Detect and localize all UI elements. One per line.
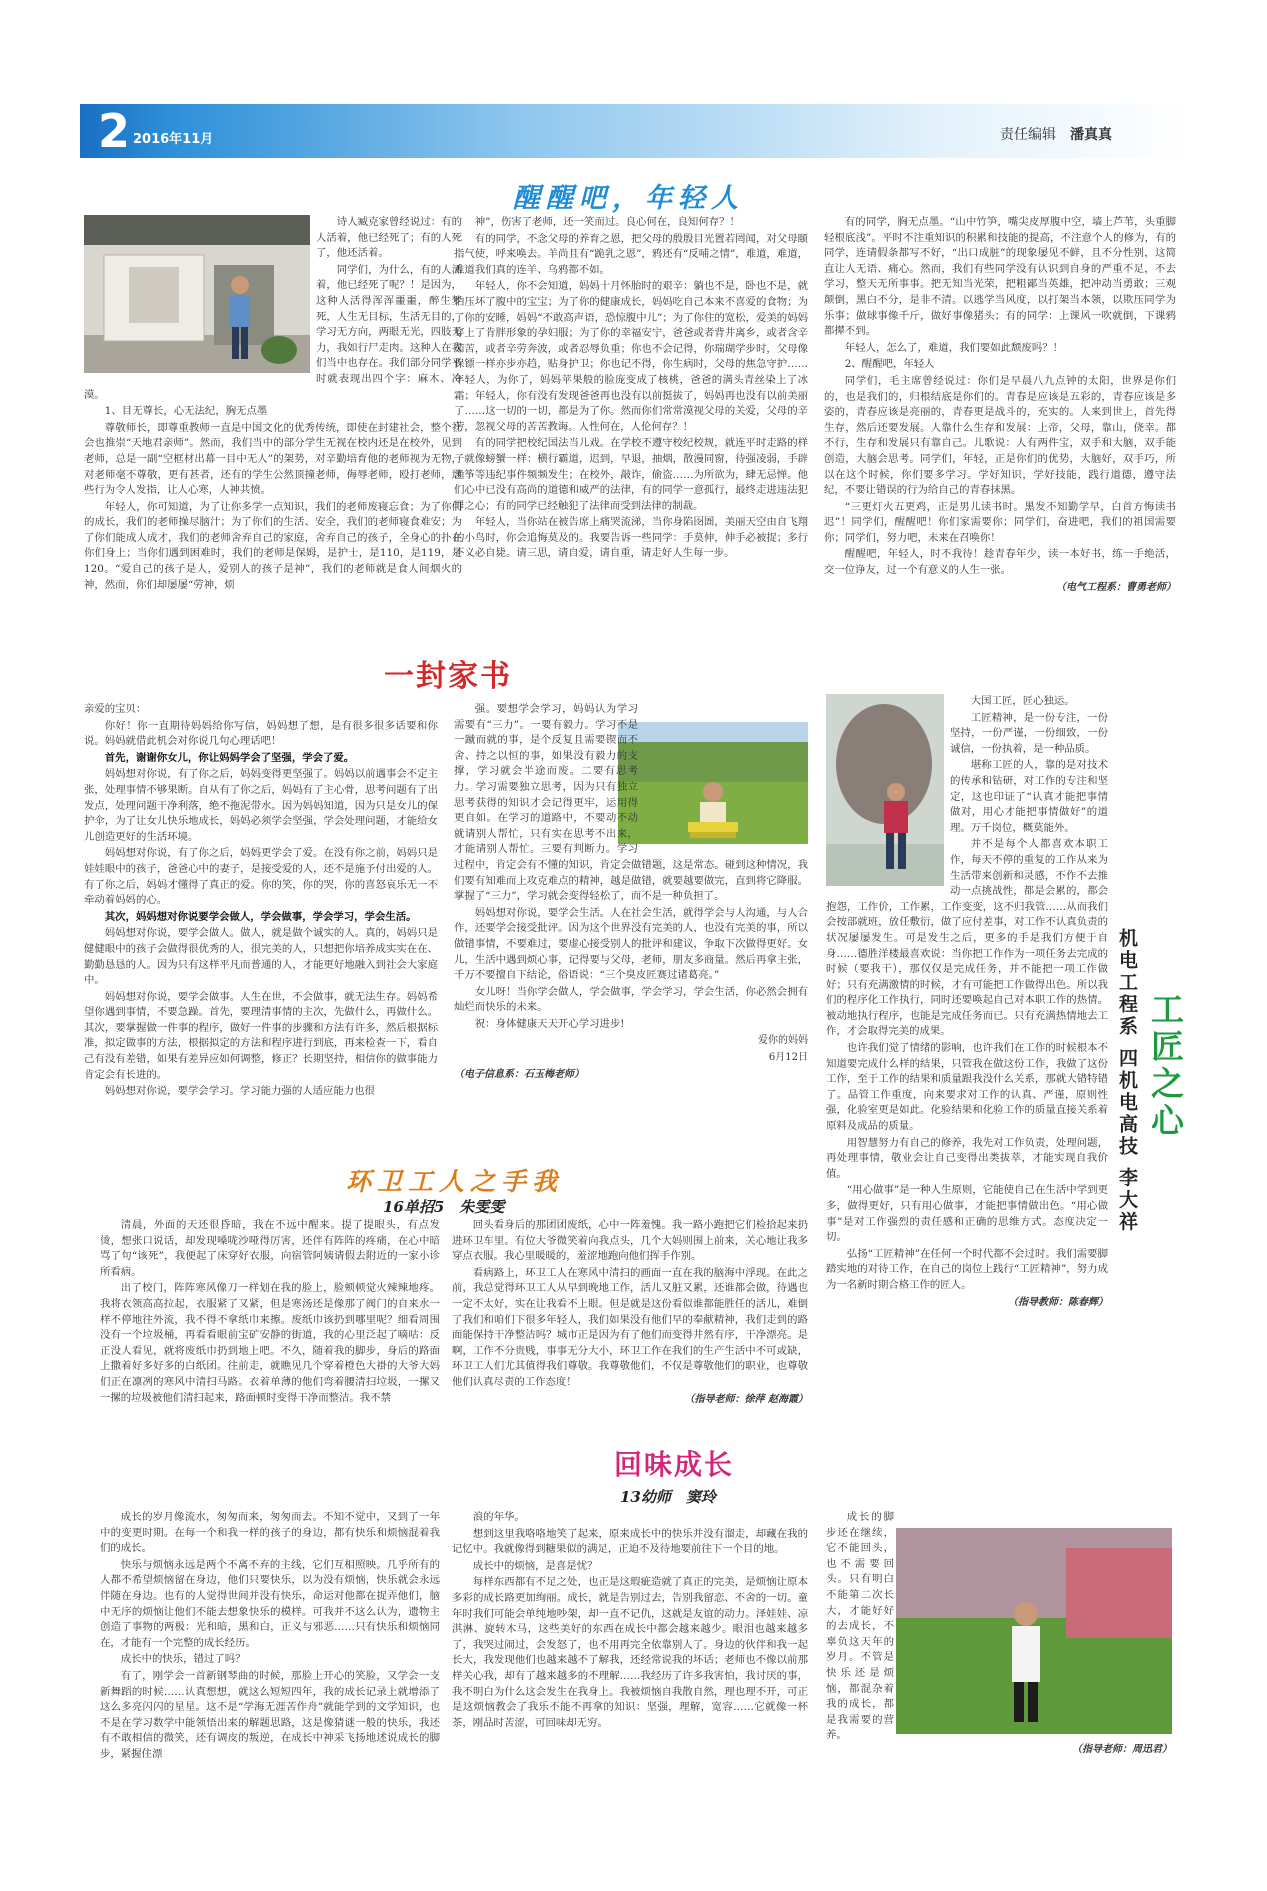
article-a5-signature-box bbox=[896, 1742, 1172, 1762]
article-a1-col1 bbox=[84, 215, 462, 647]
paragraph: 成长的岁月像流水，匆匆而来，匆匆而去。不知不觉中，又到了一年中的变更时期。在每一个和我一样的孩子的身边，都有快乐和烦恼混着我们的成长。 bbox=[100, 1511, 440, 1555]
paragraph: 回头看身后的那团团废纸，心中一阵羞愧。我一路小跑把它们检拾起来扔进环卫车里。有位大爷微笑着向我点头，几个大妈则围上前来，关心地让我多穿点衣服。我心里暖暖的，羞涩地跑向他们挥手作别。 bbox=[452, 1219, 808, 1263]
paragraph: 清晨，外面的天还很昏暗，我在不远中醒来。提了提眼头，有点发烫，想张口说话，却发现嗓咙沙哑得厉害，还伴有阵阵的疼痛，在心中暗骂了句“该死”，我便起了床穿好衣服，向宿管阿姨请假去附近的一家小诊所看病。 bbox=[100, 1219, 440, 1278]
paragraph-highlight: 其次，妈妈想对你说要学会做人，学会做事，学会学习，学会生活。 bbox=[104, 910, 417, 923]
paragraph: 妈妈想对你说，有了你之后，妈妈更学会了爱。在没有你之前，妈妈只是娃娃眼中的孩子，爸爸心中的妻子，是接受爱的人，还不是施予付出爱的人。有了你之后，妈妈才懂得了真正的爱。你的笑，你的哭，你的喜怒哀乐无一不牵动着妈妈的心。 bbox=[84, 847, 438, 907]
article-signature: （指导老师：徐萍 赵海霞） bbox=[684, 1393, 808, 1405]
paragraph: 女儿呀！当你学会做人，学会做事，学会学习，学会生活，你必然会拥有灿烂而快乐的未来。 bbox=[454, 985, 808, 1014]
paragraph: 神”，伤害了老师，还一笑而过。良心何在，良知何存？！ bbox=[474, 216, 740, 228]
issue-date: 2016年11月 bbox=[133, 132, 214, 147]
paragraph: 妈妈想对你说，要学会生活。人在社会生活，就得学会与人沟通，与人合作，还要学会接受批评。因为这个世界没有完美的人，也没有完美的事，所以做错事情，不要难过，要虚心接受别人的批评和建议，争取下次做得更好。女儿，生活中遇到烦心事，记得要与父母，老师，朋友多商量。然后再拿主张，千万不要擅自下结论，俗语说：“三个臭皮匠赛过诸葛亮。” bbox=[454, 906, 808, 982]
paragraph: 妈妈想对你说，要学会学习。学习能力强的人适应能力也很 bbox=[104, 1085, 375, 1098]
paragraph: 成长中的烦恼，是喜是忧？ bbox=[472, 1559, 598, 1572]
paragraph: 看病路上，环卫工人在寒风中清扫的画面一直在我的脑海中浮现。在此之前，我总觉得环卫工人从早到晚地工作，活儿又脏又累，还谁都会做，待遇也一定不太好，实在让我看不上眼。但是就是这份看似谁都能胜任的活儿，难倒了我们和咱们下很多年轻人，我们如果没有他们早的奉献精神，我们走到的路面能保持干净整洁吗？城市正是因为有了他们而变得井然有序，干净漂亮。是啊，工作不分贵贱，事事无分大小，环卫工作在我们的生产生活中不可或缺，环卫工人们尤其值得我们尊敬。我尊敬他们，不仅是尊敬他们的职业，也尊敬他们认真尽责的工作态度！ bbox=[452, 1266, 808, 1388]
paragraph: 强。要想学会学习，妈妈认为学习需要有“三力”。一要有毅力。学习不是一蹴而就的事，是个反复且需要锲而不舍、持之以恒的事，如果没有毅力的支撑，学习就会半途而废。二要有思考力。学习需要独立思考，因为只有独立思考获得的知识才会记得更牢，运用得更自如。在学习的道路中，不要动不动就请别人帮忙，只有实在思考不出来，才能请别人帮忙。三要有判断力。学习过程中，肯定会有不懂的知识，肯定会做错题，这是常态。碰到这种情况，我们要有知难而上攻克难点的精神，越是做错，就要越要做完，直到将它降服。掌握了“三力”，学习就会变得轻松了，而不是一种负担了。 bbox=[454, 703, 808, 903]
article-a2-col1 bbox=[84, 702, 438, 1150]
article-title-vertical: 工匠之心 bbox=[1146, 992, 1185, 1140]
paragraph: “用心做事”是一种人生原则，它能使自己在生活中学到更多，做得更好，只有用心做事，才能把事情做出色。“用心做事”是对工作强烈的责任感和正确的思维方式。态度决定一切。 bbox=[826, 1184, 1108, 1244]
paragraph: 用智慧努力有自己的修养，我先对工作负责，处理问题，再处理事情，敬业会让自己变得出类拔萃，才能实现自我价值。 bbox=[826, 1136, 1108, 1180]
article-signature: （指导教师：陈春辉） bbox=[1008, 1296, 1108, 1308]
article-subtitle: 13幼师 窦玲 bbox=[620, 1488, 716, 1506]
paragraph: 妈妈想对你说，要学会做人。做人，就是做个诚实的人。真的，妈妈只是健健眼中的孩子会做得很优秀的人，很完美的人，只想把你培养成实实在在、勤勤恳恳的人。因为只有这样平凡而普通的人，才能更好地融入到社会大家庭中。 bbox=[84, 927, 438, 987]
article-a5-col2 bbox=[452, 1510, 808, 1872]
article-a1-col3 bbox=[824, 215, 1176, 647]
editor-name: 潘真真 bbox=[1070, 127, 1112, 143]
page-number: 2 bbox=[98, 104, 131, 158]
paragraph: 同学们，毛主席曾经说过：你们是早晨八九点钟的太阳，世界是你们的，也是我们的，归根结底是你们的。青春是应该是五彩的，青春应该是多姿的，青春应该是亮丽的，青春更是战斗的，充实的。人来到世上，首先得生存，然后还要发展。人靠什么生存和发展：上帝，父母，靠山，侥幸。都不行，生存和发展只有靠自己。儿歌说：人有两件宝，双手和大脑，双手能创造，大脑会思考。同学们，年轻，正是你们的优势，大脑好，双手巧，所以在这个时候，你们要多学习。学好知识，学好技能，践行道德，遵守法纪，不要让错误的行为给自己的青春抹黑。 bbox=[824, 374, 1176, 497]
paragraph: 弘扬“工匠精神”在任何一个时代都不会过时。我们需要脚踏实地的对待工作，在自己的岗位上践行“工匠精神”，努力成为一名新时期合格工作的匠人。 bbox=[826, 1247, 1108, 1291]
paragraph: 妈妈想对你说，要学会做事。人生在世，不会做事，就无法生存。妈妈希望你遇到事情，不要急躁。首先，要理清事情的主次，先做什么，再做什么。其次，要掌握做一件事的程序，做好一件事的步骤和方法有许多，然后根据标准，拟定做事的方法，根据拟定的方法和程序进行到底，再来检查一下，看自己有没有差错，如果有差异应如何调整，修正？长期坚持，相信你的做事能力肯定会有长进的。 bbox=[84, 990, 438, 1081]
paragraph: 诗人臧克家曾经说过：有的人活着，他已经死了；有的人死了，他还活着。 bbox=[316, 216, 462, 260]
article-a1-col2 bbox=[454, 215, 808, 647]
article-signature: （电气工程系：曹勇老师） bbox=[1056, 581, 1176, 593]
paragraph: 出了校门，阵阵寒风像刀一样划在我的脸上，脸颊顿觉火辣辣地疼。我将衣领高高拉起，衣服紧了又紧，但是寒汤还是像那了阀门的自来水一样不停地往外流，我不得不拿纸巾来擦。废纸巾该扔到哪里呢？细看周围没有一个垃圾桶，再看看眼前宝矿安静的街道，我的心里泛起了嘀咕：反正没人看见，就将废纸巾扔到地上吧。不久，随着我的脚步，身后的路面上撒着好多好多的白纸团。往前走，就瞧见几个穿着橙色大褂的大爷大妈们正在凛冽的寒风中清扫马路。衣着单薄的他们弯着腰清扫垃圾，一摞又一摞的垃圾被他们清扫起来，路面顿时变得干净而整洁。我不禁 bbox=[100, 1282, 440, 1404]
paragraph: 祝：身体健康天天开心学习进步! bbox=[474, 1017, 625, 1030]
editor-credit bbox=[1000, 124, 1112, 144]
paragraph: 尊敬师长，即尊重教师一直是中国文化的优秀传统，即使在封建社会，整个社会也推崇“天地君亲师”。然而，我们当中的部分学生无视在校内还是在校外，见到老师，总是一副“空框材出幕一目中无人”的架势，对辛勤培育他的老师视为无物，对老师毫不尊敬，更有甚者，还有的学生公然顶撞老师，侮辱老师，殴打老师，这些行为令人发指，让人心寒，人神共愤。 bbox=[84, 421, 462, 497]
paragraph: 年轻人，怎么了，难道，我们要如此颓废吗？！ bbox=[844, 341, 1063, 354]
article-title: 回味成长 bbox=[614, 1448, 735, 1481]
paragraph: 堪称工匠的人，靠的是对技术的传承和钻研，对工作的专注和坚定，这也印证了“认真才能把事情做对，用心才能把事情做好”的道理。万千岗位，概莫能外。 bbox=[950, 759, 1108, 834]
paragraph: 成长中的快乐，错过了吗？ bbox=[120, 1653, 246, 1666]
paragraph: 大国工匠，匠心独运。 bbox=[970, 695, 1075, 707]
paragraph: 同学们，为什么，有的人活着，他已经死了呢？！是因为，这种人活得浑浑噩噩，醉生梦死，人生无目标，生活无目的，学习无方向，两眼无光，四肢无力，我如行尸走肉。这种人在我们当中也存在。我们部分同学平时就表现出四个字：麻木、冷漠。 bbox=[84, 263, 462, 401]
paragraph: 2、醒醒吧，年轻人 bbox=[844, 358, 935, 371]
paragraph: 醒醒吧，年轻人，时不我待！趁青春年少，读一本好书，练一手绝活，交一位诤友，过一个有意义的人生一张。 bbox=[824, 548, 1176, 577]
article-title: 醒醒吧，年轻人 bbox=[513, 183, 744, 214]
paragraph: 有的同学，胸无点墨。“山中竹笋，嘴尖皮厚腹中空，墙上芦苇，头重脚轻根底浅”。平时不注重知识的积累和技能的提高，不注意个人的修为，有的同学，连请假条都写不好，“出口成脏”的现象屡见不鲜，且不分性别，这简直让人无语、痛心。然而，我们有些同学没有认识到自身的严重不足，不去学习，整天无所事事。把无知当光荣，把粗鄙当英雄，把冲动当勇敢；三观颠倒，黑白不分，是非不清。以逃学当风度，以打架当本领，以欺压同学为乐事；做球事像千斤，做好事像猪头；有的同学：上课风一吹就倒，下课鸦都撵不到。 bbox=[824, 216, 1176, 338]
article-a3-col1 bbox=[100, 1218, 440, 1438]
article-a3-col2 bbox=[452, 1218, 808, 1438]
paragraph: 年轻人，你不会知道，妈妈十月怀胎时的艰辛：躺也不是，卧也不是，就怕压坏了腹中的宝宝；为了你的健康成长，妈妈吃自己本来不喜爱的食物；为了你的安睡，妈妈“不敢高声语，恐惊腹中儿”；为了你住的宽松，爱美的妈妈穿上了肯胖形象的孕妇服；为了你的幸福安宁，爸爸或者背井离乡，或者含辛茹苦，或者辛劳奔波，或者忍辱负重；你也不会记得，你瑞瑚学步时，父母像保镖一样亦步亦趋，贴身护卫；你也记不得，你生病时，父母的焦急守护……年轻人，为你了，妈妈苹果般的脸庞变成了核桃，爸爸的满头青丝染上了冰霜；年轻人，你有没有发现爸爸再也没有以前挺拔了，妈妈再也没有以前美丽了……这一切的一切，都是为了你。然而你们常常漠视父母的关爱，父母的辛劳，忽视父母的苦苦教诲。人性何在，人伦何存？！ bbox=[454, 280, 808, 433]
article-signature: （电子信息系：石玉梅老师） bbox=[454, 1068, 584, 1080]
paragraph: 并不是每个人都喜欢本职工作，每天不停的重复的工作从来为生活带来创新和灵感，不作不去推动一点挑战性，都是会累的，都会抱怨，工作价，工作累，工作变变，这不归我管……从而我们会按部就班，放任敷衍，做了应付差事，对工作不认真负责的状况屡屡发生。可是发生之后，更多的手是我们方便于自身……德胜洋楼最喜欢说：当你把工作作为一项任务去完成的时候（要我干），那仅仅是完成任务，并不能把一项工作做好；只有充满激情的时候，才有可能把工作做得出色。所以我们的程序化工作执行，同时还要唤起自己对本职工作的热情。被动地执行程序，也能是完成任务而已。只有充满热情地去工作，才会取得完美的成果。 bbox=[826, 838, 1108, 1038]
paragraph: 年轻人，你可知道，为了让你多学一点知识，我们的老师废寝忘食；为了你们的成长，我们的老师操尽脑汁；为了你们的生活、安全，我们的老师寝食难安；为了你们能成人成才，我们的老师舍弃自己的家庭，舍弃自己的孩子，全身心的扑在你们身上；当你们遇到困难时，我们的老师是保姆，是护士，是110，是119，是120。“爱自己的孩子是人，爱别人的孩子是神”，我们的老师就是食人间烟火的神，然而，你们却屡屡“劳神，烦 bbox=[84, 500, 462, 591]
letter-closing: 爱你的妈妈 bbox=[758, 1035, 808, 1047]
article-subtitle: 16单招5 朱雯雯 bbox=[383, 1198, 505, 1216]
paragraph: 工匠精神，是一份专注，一份坚持，一份严谨，一份细致，一份诚信，一份执着，是一种品质。 bbox=[950, 711, 1108, 755]
paragraph: 成长的脚步还在继续，它不能回头，也不需要回头。只有明白不能第二次长大，才能好好的去成长，不辜负这天年的岁月。不管是快乐还是烦恼，都混杂着我的成长，都是我需要的营养。 bbox=[826, 1511, 894, 1742]
paragraph: 浪的年华。 bbox=[472, 1511, 525, 1523]
paragraph-highlight: 首先，谢谢你女儿，你让妈妈学会了坚强，学会了爱。 bbox=[104, 751, 355, 764]
article-author-vertical: 机电工程系 四机电高技 李大祥 bbox=[1116, 928, 1138, 1234]
article-a5-col3 bbox=[826, 1510, 894, 1872]
paragraph: 有了，刚学会一首新钢琴曲的时候，那脸上开心的笑脸，又学会一支新舞蹈的时候……认真想想，就这么短短四年，我的成长记录上就增添了这么多亮闪闪的星星。这不是“学海无涯苦作舟”就能学到的文学知识，也不是在学习数学中能领悟出来的解题思路，这是像猜谜一般的快乐，我还有不敢相信的微笑，还有调皮的叛逆，在成长中神采飞扬地述说成长的脚步，紧握住漂 bbox=[100, 1669, 440, 1760]
editor-label: 责任编辑 bbox=[1000, 127, 1056, 143]
paragraph: 年轻人，当你站在被告席上痛哭流涕，当你身陷囹圄，美丽天空由自飞翔的小鸟时，你会追悔莫及的。我要告诉一些同学：手莫伸，伸手必被捉；多行不义必自毙。请三思，请自爱，请自重，请走好人生每一步。 bbox=[454, 516, 808, 560]
article-photo-girl-garden bbox=[896, 1528, 1172, 1734]
article-title: 一封家书 bbox=[384, 659, 512, 694]
paragraph: 有的同学把校纪国法当儿戏。在学校不遵守校纪校规，就连平时走路的样子就像螃蟹一样：横行霸道，迟到，早退，抽烟，散漫同窗，待强凌弱，手辟渔筝等违纪事件频频发生；在校外，敲诈，偷盗……为所欲为，肆无忌惮。他们心中已没有高尚的道德和威严的法律，有的同学一意孤行，最终走进违法犯罪之心；有的同学已经触犯了法律而受到法律的制裁。 bbox=[454, 437, 808, 512]
article-a4-col1 bbox=[826, 694, 1108, 1426]
paragraph: 亲爱的宝贝： bbox=[84, 703, 147, 715]
article-a2-col2 bbox=[454, 702, 808, 1142]
paragraph: 快乐与烦恼永远是两个不离不弃的主线，它们互相照映。几乎所有的人都不希望烦恼留在身边，他们只要快乐，以为没有烦恼，快乐就会永远伴随在身边。也有的人觉得世间并没有快乐，命运对他都在捉弄他们，脑中无序的烦恼让他们不能去想象快乐的模样。可我并不这么认为，遗物主创造了事物的两极：光和暗，黑和白，正义与邪恶……只有快乐和烦恼同在，才能有一个完整的成长经历。 bbox=[100, 1558, 440, 1649]
letter-date: 6月12日 bbox=[768, 1052, 808, 1064]
paragraph: “三更灯火五更鸡，正是男儿读书时。黑发不知勤学早，白首方悔读书迟”！同学们，醒醒吧！你们家需要你；同学们，奋进吧，我们的祖国需要你；同学们，努力吧，未来在召唤你！ bbox=[824, 500, 1176, 544]
article-a5-col1 bbox=[100, 1510, 440, 1872]
paragraph: 你好！你一直期待妈妈给你写信，妈妈想了想，是有很多很多话要和你说。妈妈就借此机会对你说几句心理话吧！ bbox=[84, 719, 438, 748]
paragraph: 每样东西都有不足之处，也正是这瑕疵造就了真正的完美，是烦恼让原本多彩的成长路更加绚丽。成长，就是告别过去，告别我留恋、不舍的一切。童年时我们可能会单纯地吵架，却一直不记仇，这就是友谊的动力。泽娃娃、凉淇淋、旋转木马，这些美好的东西在成长中都会越来越少。眼泪也越来越多了，我哭过闹过，会发怒了，也不用再完全依靠别人了。身边的伙伴和我一起长大，我发现他们也越来越不了解我，还经常说我的坏话；老师也不像以前那样关心我，却有了越来越多的不理解……我经历了许多我害怕，我讨厌的事，我不明白为什么这会发生在我身上。我被烦恼自我散自然，理也理不开，可正是这烦恼教会了我乐不能不再拿的知识：坚强，理解，宽容……它就像一杯茶，刚品时苦涩，可回味却无穷。 bbox=[452, 1576, 808, 1729]
article-signature: （指导老师：周迅君） bbox=[1072, 1744, 1172, 1755]
paragraph: 也许我们觉了情绪的影响，也许我们在工作的时候根本不知道要完成什么样的结果，只管我在做这份工作，我做了这份工作，至于工作的结果和质量跟我没什么关系，那就大错特错了。品管工作重度，向来要求对工作的认真、严谨，原则性强，化验室更是如此。化验结果和化验工作的质量直接关系着原料及成品的质量。 bbox=[826, 1042, 1108, 1133]
paragraph: 妈妈想对你说，有了你之后，妈妈变得更坚强了。妈妈以前遇事会不定主张，处理事情不够果断。自从有了你之后，妈妈有了主心骨，思考问题有了出发点，处理问题干净利落，绝不拖泥带水。因为妈妈知道，因为只是女儿的保护伞，为了让女儿快乐地成长，妈妈必须学会坚强，学会处理问题，才能给女儿创造更好的生活环境。 bbox=[84, 768, 438, 843]
paragraph: 1、目无尊长，心无法纪，胸无点墨 bbox=[104, 405, 268, 418]
article-title: 环卫工人之手我 bbox=[346, 1167, 564, 1196]
paragraph: 有的同学，不念父母的养育之恩，把父母的殷殷目光置若罔闻，对父母颐指气使，呼来唤去。羊尚且有“跪乳之恩”，鸦还有“反哺之情”，难道，难道，难道我们真的连羊、乌鸦都不如。 bbox=[454, 232, 808, 276]
paragraph: 想到这里我咯咯地笑了起来，原来成长中的快乐并没有溜走，却藏在我的记忆中。我就像得到糖果似的满足，正迫不及待地要前往下一个目的地。 bbox=[452, 1527, 808, 1556]
